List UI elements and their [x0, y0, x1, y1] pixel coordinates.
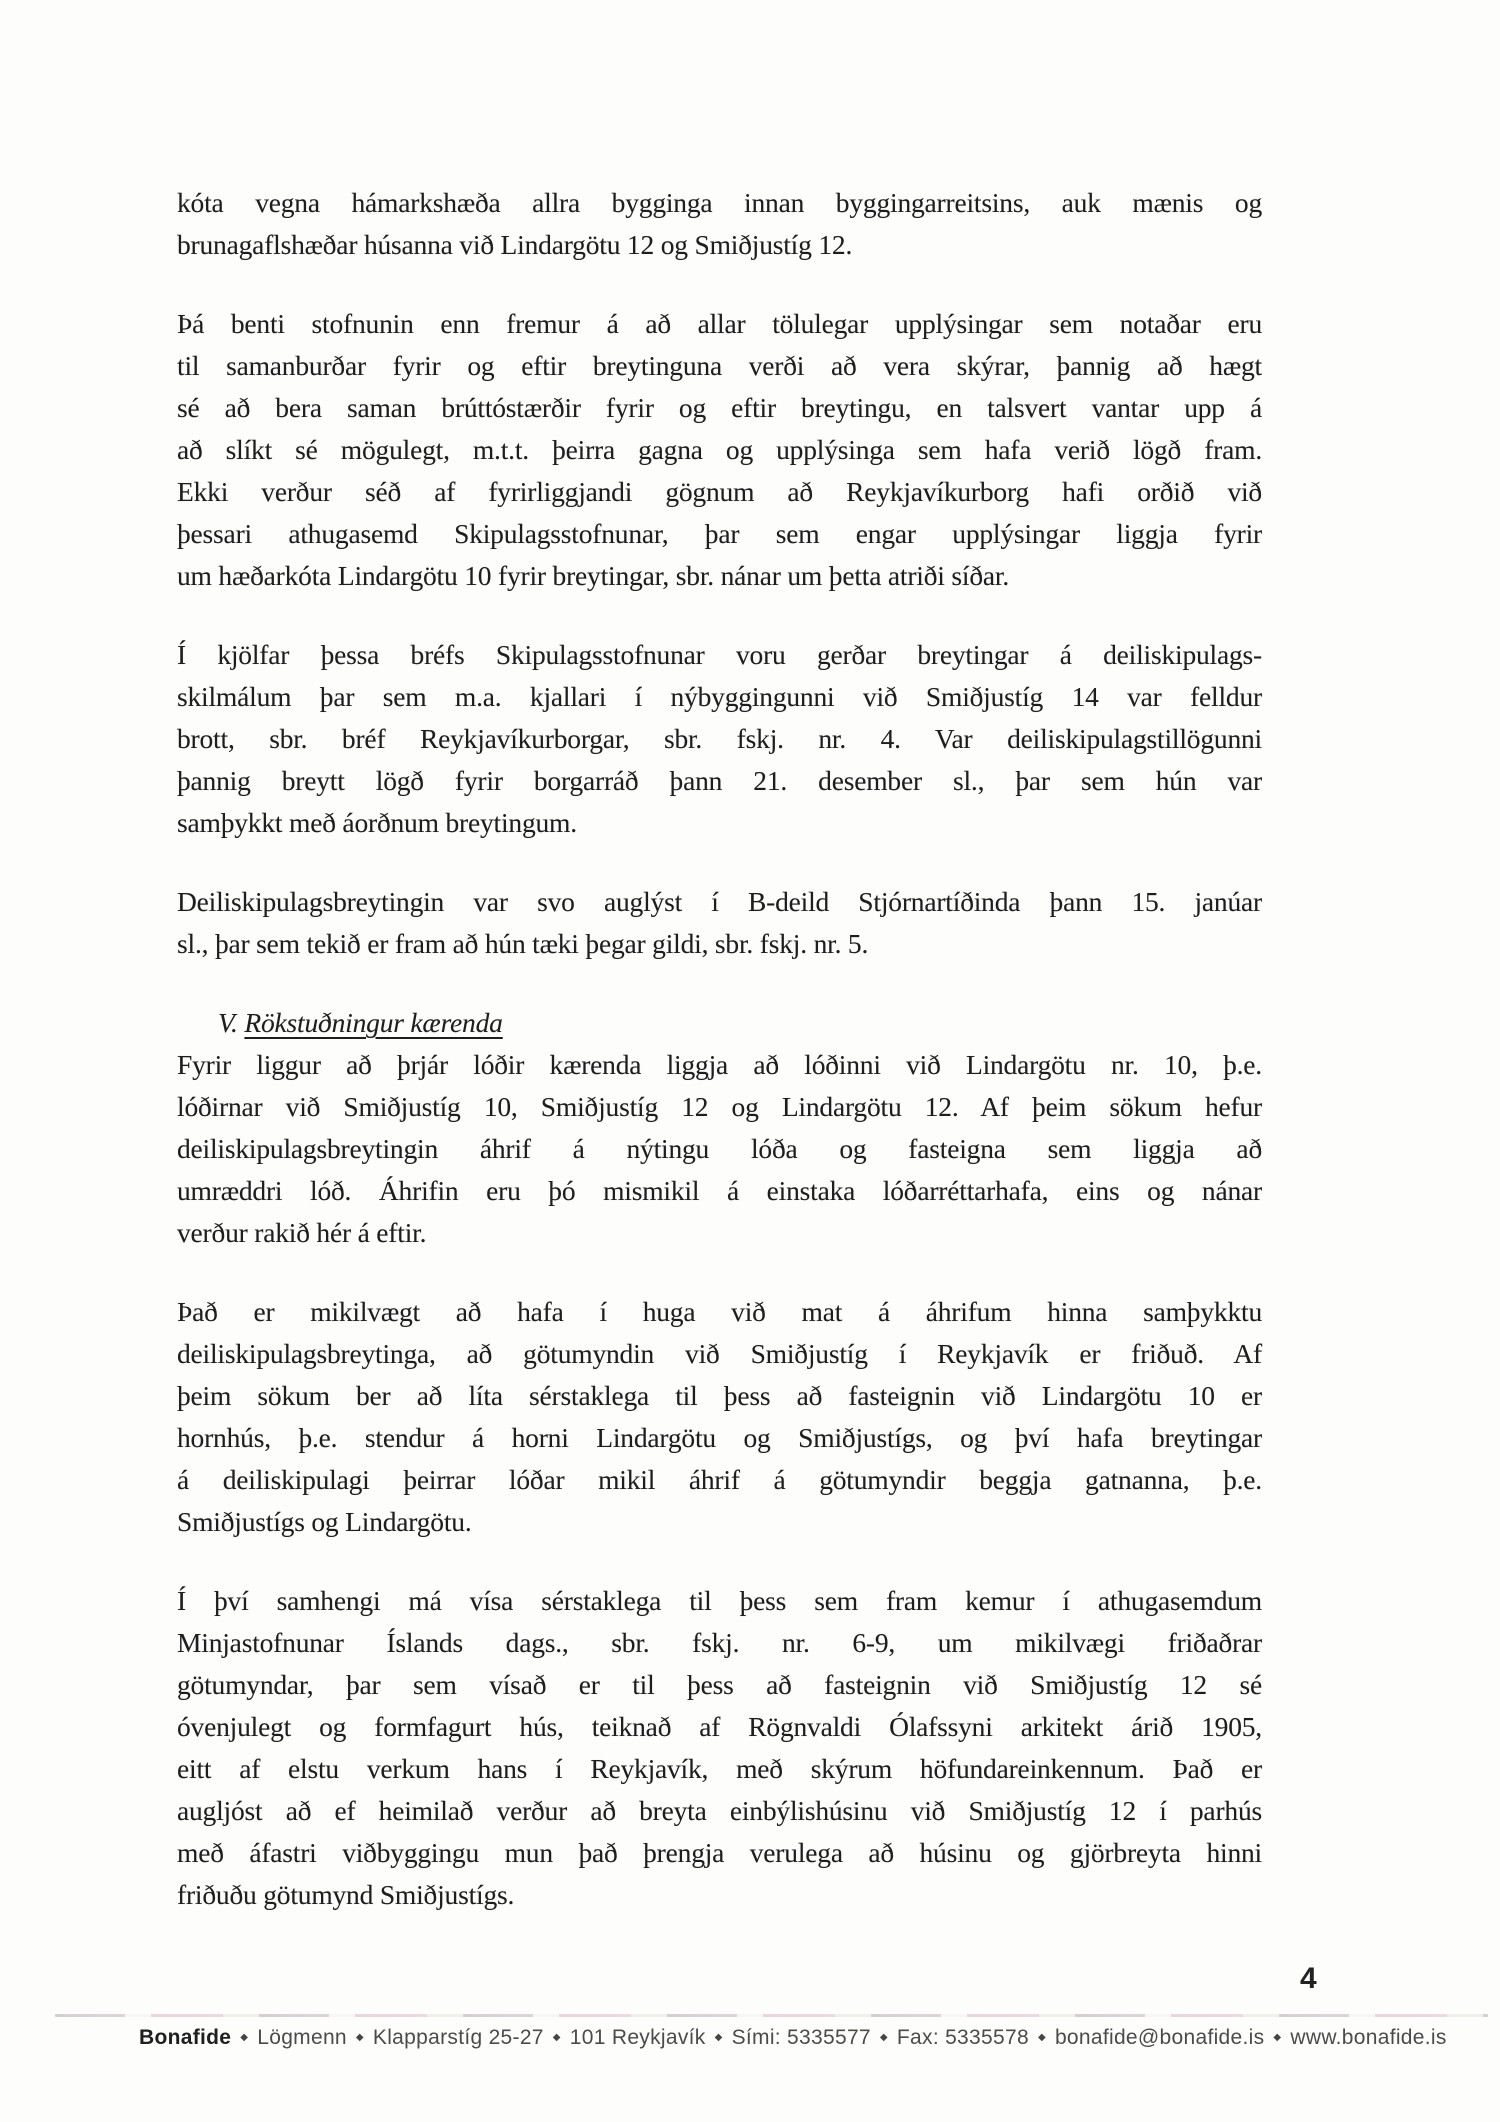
- text-line: umræddri lóð. Áhrifin eru þó mismikil á einstaka lóðarréttarhafa, eins og nánar: [177, 1175, 1262, 1206]
- heading-title: Rökstuðningur kærenda: [244, 1007, 503, 1038]
- text-line: verður rakið hér á eftir.: [177, 1217, 427, 1248]
- paragraph: [177, 881, 1262, 965]
- text-line: til samanburðar fyrir og eftir breytinguna verði að vera skýrar, þannig að hægt: [177, 350, 1262, 381]
- paragraph: [177, 303, 1262, 597]
- paragraph: [177, 634, 1262, 844]
- text-line: Smiðjustígs og Lindargötu.: [177, 1506, 472, 1537]
- footer-item: 101 Reykjavík: [569, 2026, 706, 2049]
- text-line: um hæðarkóta Lindargötu 10 fyrir breytingar, sbr. nánar um þetta atriði síðar.: [177, 560, 1010, 591]
- text-line: friðuðu götumynd Smiðjustígs.: [177, 1879, 515, 1910]
- paragraph: [177, 1580, 1262, 1916]
- text-line: Fyrir liggur að þrjár lóðir kærenda liggja að lóðinni við Lindargötu nr. 10, þ.e.: [177, 1049, 1262, 1080]
- text-line: lóðirnar við Smiðjustíg 10, Smiðjustíg 12 og Lindargötu 12. Af þeim sökum hefur: [177, 1091, 1262, 1122]
- text-line: brunagaflshæðar húsanna við Lindargötu 12 og Smiðjustíg 12.: [177, 229, 853, 260]
- paragraph: [177, 182, 1262, 266]
- text-line: Minjastofnunar Íslands dags., sbr. fskj. nr. 6-9, um mikilvægi friðaðrar: [177, 1627, 1262, 1658]
- paragraph: [177, 1044, 1262, 1254]
- text-line: augljóst að ef heimilað verður að breyta einbýlishúsinu við Smiðjustíg 12 í parhús: [177, 1795, 1262, 1826]
- diamond-separator-icon: ◆: [1273, 2032, 1282, 2043]
- footer-item: Lögmenn: [257, 2026, 347, 2049]
- text-line: hornhús, þ.e. stendur á horni Lindargötu og Smiðjustígs, og því hafa breytingar: [177, 1422, 1262, 1453]
- page-number: 4: [1300, 1962, 1317, 1995]
- text-line: götumyndar, þar sem vísað er til þess að fasteignin við Smiðjustíg 12 sé: [177, 1669, 1262, 1700]
- text-line: brott, sbr. bréf Reykjavíkurborgar, sbr. fskj. nr. 4. Var deiliskipulagstillögunni: [177, 723, 1262, 754]
- diamond-separator-icon: ◆: [240, 2032, 249, 2043]
- footer-firm-name: Bonafide: [139, 2026, 232, 2049]
- text-line: Í kjölfar þessa bréfs Skipulagsstofnunar voru gerðar breytingar á deiliskipulags-: [177, 639, 1262, 670]
- text-line: á deiliskipulagi þeirrar lóðar mikil áhrif á götumyndir beggja gatnanna, þ.e.: [177, 1464, 1262, 1495]
- letter-body: [177, 182, 1262, 1953]
- footer-item: bonafide@bonafide.is: [1054, 2026, 1265, 2049]
- text-line: með áfastri viðbyggingu mun það þrengja verulega að húsinu og gjörbreyta hinni: [177, 1837, 1262, 1868]
- footer-item: Fax: 5335578: [896, 2026, 1029, 2049]
- text-line: Það er mikilvægt að hafa í huga við mat á áhrifum hinna samþykktu: [177, 1296, 1262, 1327]
- footer-item: Klapparstíg 25-27: [372, 2026, 544, 2049]
- text-line: Í því samhengi má vísa sérstaklega til þess sem fram kemur í athugasemdum: [177, 1585, 1262, 1616]
- text-line: skilmálum þar sem m.a. kjallari í nýbyggingunni við Smiðjustíg 14 var felldur: [177, 681, 1262, 712]
- paragraph: [177, 1291, 1262, 1543]
- text-line: Deiliskipulagsbreytingin var svo auglýst í B-deild Stjórnartíðinda þann 15. janúar: [177, 886, 1262, 917]
- diamond-separator-icon: ◆: [355, 2032, 364, 2043]
- section-heading: [177, 1002, 1262, 1044]
- text-line: Þá benti stofnunin enn fremur á að allar tölulegar upplýsingar sem notaðar eru: [177, 308, 1262, 339]
- text-line: kóta vegna hámarkshæða allra bygginga innan byggingarreitsins, auk mænis og: [177, 187, 1262, 218]
- text-line: Ekki verður séð af fyrirliggjandi gögnum að Reykjavíkurborg hafi orðið við: [177, 476, 1262, 507]
- text-line: óvenjulegt og formfagurt hús, teiknað af Rögnvaldi Ólafssyni arkitekt árið 1905,: [177, 1711, 1262, 1742]
- text-line: deiliskipulagsbreytinga, að götumyndin við Smiðjustíg í Reykjavík er friðuð. Af: [177, 1338, 1262, 1369]
- diamond-separator-icon: ◆: [879, 2032, 888, 2043]
- diamond-separator-icon: ◆: [1037, 2032, 1046, 2043]
- footer: [139, 2026, 1459, 2050]
- text-line: að slíkt sé mögulegt, m.t.t. þeirra gagna og upplýsinga sem hafa verið lögð fram.: [177, 434, 1262, 465]
- heading-numeral: V.: [218, 1007, 245, 1038]
- text-line: deiliskipulagsbreytingin áhrif á nýtingu lóða og fasteigna sem liggja að: [177, 1133, 1262, 1164]
- text-line: samþykkt með áorðnum breytingum.: [177, 807, 577, 838]
- footer-item: Sími: 5335577: [731, 2026, 871, 2049]
- footer-items: [231, 2026, 1446, 2049]
- diamond-separator-icon: ◆: [552, 2032, 561, 2043]
- diamond-separator-icon: ◆: [714, 2032, 723, 2043]
- text-line: sé að bera saman brúttóstærðir fyrir og eftir breytingu, en talsvert vantar upp á: [177, 392, 1262, 423]
- text-line: eitt af elstu verkum hans í Reykjavík, með skýrum höfundareinkennum. Það er: [177, 1753, 1262, 1784]
- text-line: sl., þar sem tekið er fram að hún tæki þegar gildi, sbr. fskj. nr. 5.: [177, 928, 869, 959]
- footer-item: www.bonafide.is: [1290, 2026, 1447, 2049]
- text-line: þessari athugasemd Skipulagsstofnunar, þar sem engar upplýsingar liggja fyrir: [177, 518, 1262, 549]
- scan-separator-line: [55, 2014, 1488, 2017]
- text-line: þannig breytt lögð fyrir borgarráð þann 21. desember sl., þar sem hún var: [177, 765, 1262, 796]
- text-line: þeim sökum ber að líta sérstaklega til þess að fasteignin við Lindargötu 10 er: [177, 1380, 1262, 1411]
